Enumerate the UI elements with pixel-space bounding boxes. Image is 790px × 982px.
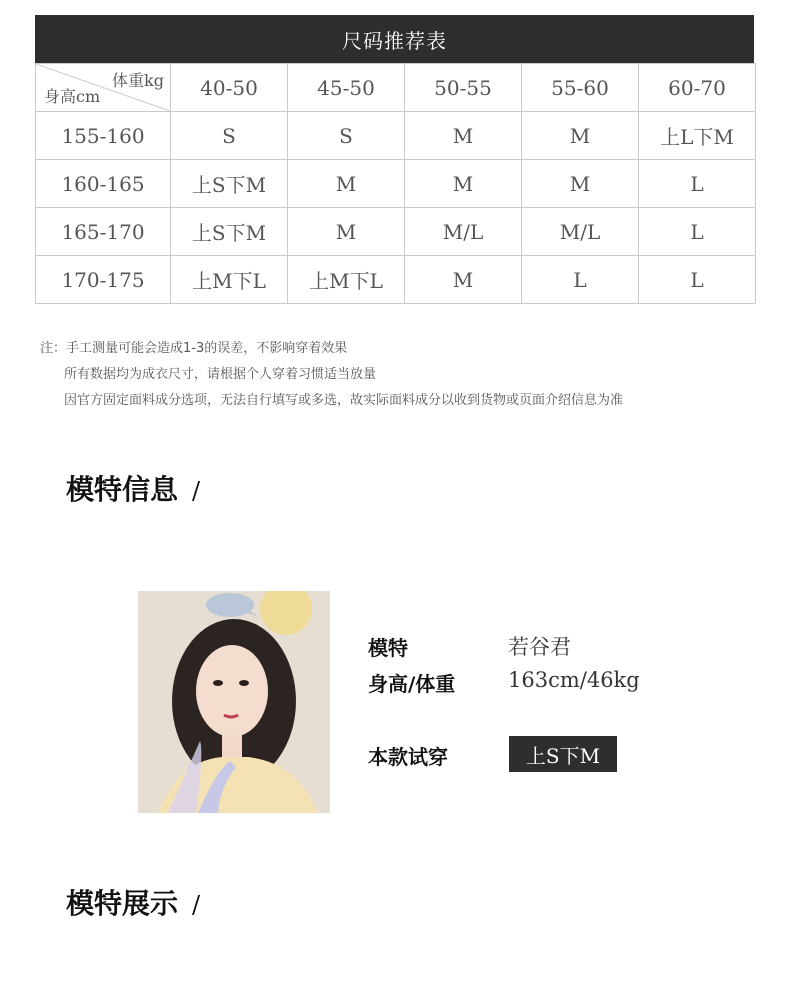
model-info-heading: [66, 468, 200, 508]
model-name-label: 模特: [368, 636, 408, 660]
size-cell: M: [522, 160, 639, 208]
weight-header: 50-55: [405, 64, 522, 112]
size-cell: 上M下L: [171, 256, 288, 304]
note-line: 注：手工测量可能会造成1-3的误差，不影响穿着效果: [40, 341, 348, 356]
height-axis-label: 身高cm: [44, 87, 101, 106]
size-chart-table: [35, 63, 756, 304]
model-info-title: 模特信息: [66, 473, 179, 506]
tryon-size-label: 本款试穿: [368, 745, 448, 769]
size-cell: M: [405, 112, 522, 160]
size-chart-title-text: 尺码推荐表: [342, 28, 447, 53]
tryon-size-badge: [509, 736, 617, 772]
size-cell: L: [639, 256, 756, 304]
tryon-size-value: 上S下M: [525, 743, 601, 768]
table-row: [36, 256, 756, 304]
size-cell: M: [522, 112, 639, 160]
height-range-cell: 155-160: [36, 112, 171, 160]
size-chart-title: [35, 15, 754, 63]
note-line: 所有数据均为成衣尺寸，请根据个人穿着习惯适当放量: [64, 367, 377, 382]
size-cell: M: [405, 160, 522, 208]
model-showcase-heading: [66, 882, 200, 922]
model-portrait-image: [138, 591, 330, 813]
weight-header: 55-60: [522, 64, 639, 112]
model-showcase-title: 模特展示: [66, 887, 179, 920]
size-cell: 上S下M: [171, 160, 288, 208]
heading-slash: /: [192, 477, 201, 505]
table-row: [36, 208, 756, 256]
size-cell: 上S下M: [171, 208, 288, 256]
height-range-cell: 160-165: [36, 160, 171, 208]
size-header-row: [36, 64, 756, 112]
size-cell: M: [405, 256, 522, 304]
weight-axis-label: 体重kg: [112, 71, 164, 90]
size-cell: 上L下M: [639, 112, 756, 160]
size-cell: L: [639, 160, 756, 208]
height-weight-label: 身高/体重: [368, 672, 456, 696]
size-table-corner: [36, 64, 171, 112]
size-cell: M: [288, 208, 405, 256]
size-cell: L: [639, 208, 756, 256]
table-row: [36, 112, 756, 160]
size-cell: M: [288, 160, 405, 208]
size-cell: 上M下L: [288, 256, 405, 304]
note-line: 因官方固定面料成分选项，无法自行填写或多选，故实际面料成分以收到货物或页面介绍信息为准: [64, 393, 624, 408]
weight-header: 40-50: [171, 64, 288, 112]
height-range-cell: 165-170: [36, 208, 171, 256]
model-photo: [138, 591, 330, 813]
size-cell: M/L: [405, 208, 522, 256]
size-cell: S: [288, 112, 405, 160]
height-weight-value: 163cm/46kg: [508, 668, 640, 692]
weight-header: 60-70: [639, 64, 756, 112]
heading-slash: /: [192, 891, 201, 919]
table-row: [36, 160, 756, 208]
height-range-cell: 170-175: [36, 256, 171, 304]
weight-header: 45-50: [288, 64, 405, 112]
measurement-notes: [40, 336, 623, 414]
size-cell: M/L: [522, 208, 639, 256]
size-cell: S: [171, 112, 288, 160]
model-name-value: 若谷君: [508, 635, 571, 659]
size-cell: L: [522, 256, 639, 304]
